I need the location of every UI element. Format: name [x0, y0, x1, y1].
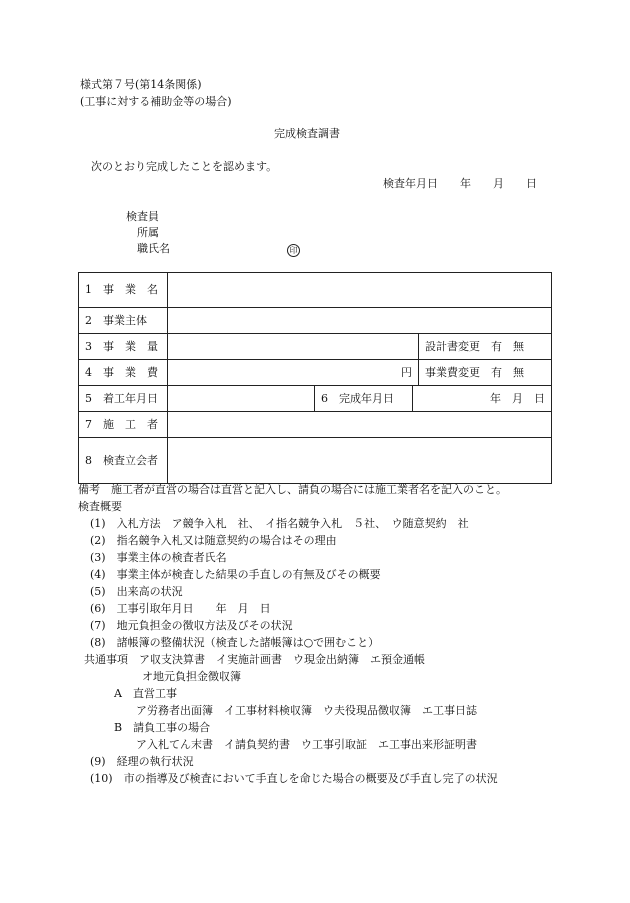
overview-item-5: (5) 出来高の状況: [90, 585, 183, 598]
contract-work-heading: B 請負工事の場合: [114, 721, 211, 734]
project-entity-label: 2 事業主体: [79, 308, 168, 334]
document-title: 完成検査調書: [274, 127, 340, 140]
contractor-cell[interactable]: [168, 412, 552, 438]
project-name-cell[interactable]: [168, 273, 552, 308]
direct-work-items: ア労務者出面簿 イ工事材料検収簿 ウ夫役現品徴収簿 エ工事日誌: [136, 704, 477, 717]
contractor-label: 7 施 工 者: [79, 412, 168, 438]
overview-item-8: (8) 諸帳簿の整備状況（検査した諸帳簿は○で囲むこと）: [90, 636, 380, 649]
statement: 次のとおり完成したことを認めます。: [91, 160, 278, 173]
inspection-date: 検査年月日 年 月 日: [383, 177, 537, 190]
inspector-heading: 検査員: [126, 210, 159, 223]
project-cost-cell[interactable]: [168, 360, 419, 386]
contract-work-items: ア入札てん末書 イ請負契約書 ウ工事引取証 エ工事出来形証明書: [136, 738, 477, 751]
overview-item-6: (6) 工事引取年月日 年 月 日: [90, 602, 271, 615]
project-quantity-label: 3 事 業 量: [79, 334, 168, 360]
table-row: [79, 334, 552, 360]
overview-item-1: (1) 入札方法 ア競争入札 社、 イ指名競争入札 ５社、 ウ随意契約 社: [90, 517, 469, 530]
form-scope: (工事に対する補助金等の場合): [80, 95, 232, 108]
name-label: 職氏名: [137, 242, 170, 255]
remark: 備考 施工者が直営の場合は直営と記入し、請負の場合には施工業者名を記入のこと。: [78, 483, 507, 496]
project-entity-cell[interactable]: [168, 308, 552, 334]
start-date-label: 5 着工年月日: [79, 386, 168, 412]
common-items-2: オ地元負担金徴収簿: [142, 670, 241, 683]
seal-icon: [287, 243, 300, 257]
table-row: [79, 386, 552, 412]
project-cost-label: 4 事 業 費: [79, 360, 168, 386]
witness-cell[interactable]: [168, 438, 552, 484]
inspection-form-table: [78, 272, 552, 484]
start-date-cell[interactable]: [168, 386, 315, 412]
completion-date-cell[interactable]: 年 月 日: [413, 386, 552, 412]
project-name-label: 1 事 業 名: [79, 273, 168, 308]
overview-item-10: (10) 市の指導及び検査において手直しを命じた場合の概要及び手直し完了の状況: [90, 772, 498, 785]
table-row: [79, 438, 552, 484]
overview-item-2: (2) 指名競争入札又は随意契約の場合はその理由: [90, 534, 337, 547]
overview-item-3: (3) 事業主体の検査者氏名: [90, 551, 227, 564]
cost-change-cell: 事業費変更 有 無: [419, 360, 552, 386]
affiliation-label: 所属: [137, 226, 159, 239]
table-row: [79, 273, 552, 308]
form-number: 様式第７号(第14条関係): [80, 78, 202, 91]
completion-date-label: 6 完成年月日: [315, 386, 413, 412]
table-row: [79, 412, 552, 438]
overview-heading: 検査概要: [78, 500, 122, 513]
yen-unit: 円: [401, 365, 412, 379]
overview-item-4: (4) 事業主体が検査した結果の手直しの有無及びその概要: [90, 568, 381, 581]
design-change-cell: 設計書変更 有 無: [419, 334, 552, 360]
table-row: [79, 360, 552, 386]
overview-item-9: (9) 経理の執行状況: [90, 755, 194, 768]
common-items-1: 共通事項 ア収支決算書 イ実施計画書 ウ現金出納簿 エ預金通帳: [84, 653, 425, 666]
project-quantity-cell[interactable]: [168, 334, 419, 360]
direct-work-heading: A 直営工事: [114, 687, 177, 700]
overview-item-7: (7) 地元負担金の徴収方法及びその状況: [90, 619, 293, 632]
seal-mark: 印: [287, 244, 300, 257]
table-row: [79, 308, 552, 334]
notes-section: [78, 481, 623, 787]
witness-label: 8 検査立会者: [79, 438, 168, 484]
